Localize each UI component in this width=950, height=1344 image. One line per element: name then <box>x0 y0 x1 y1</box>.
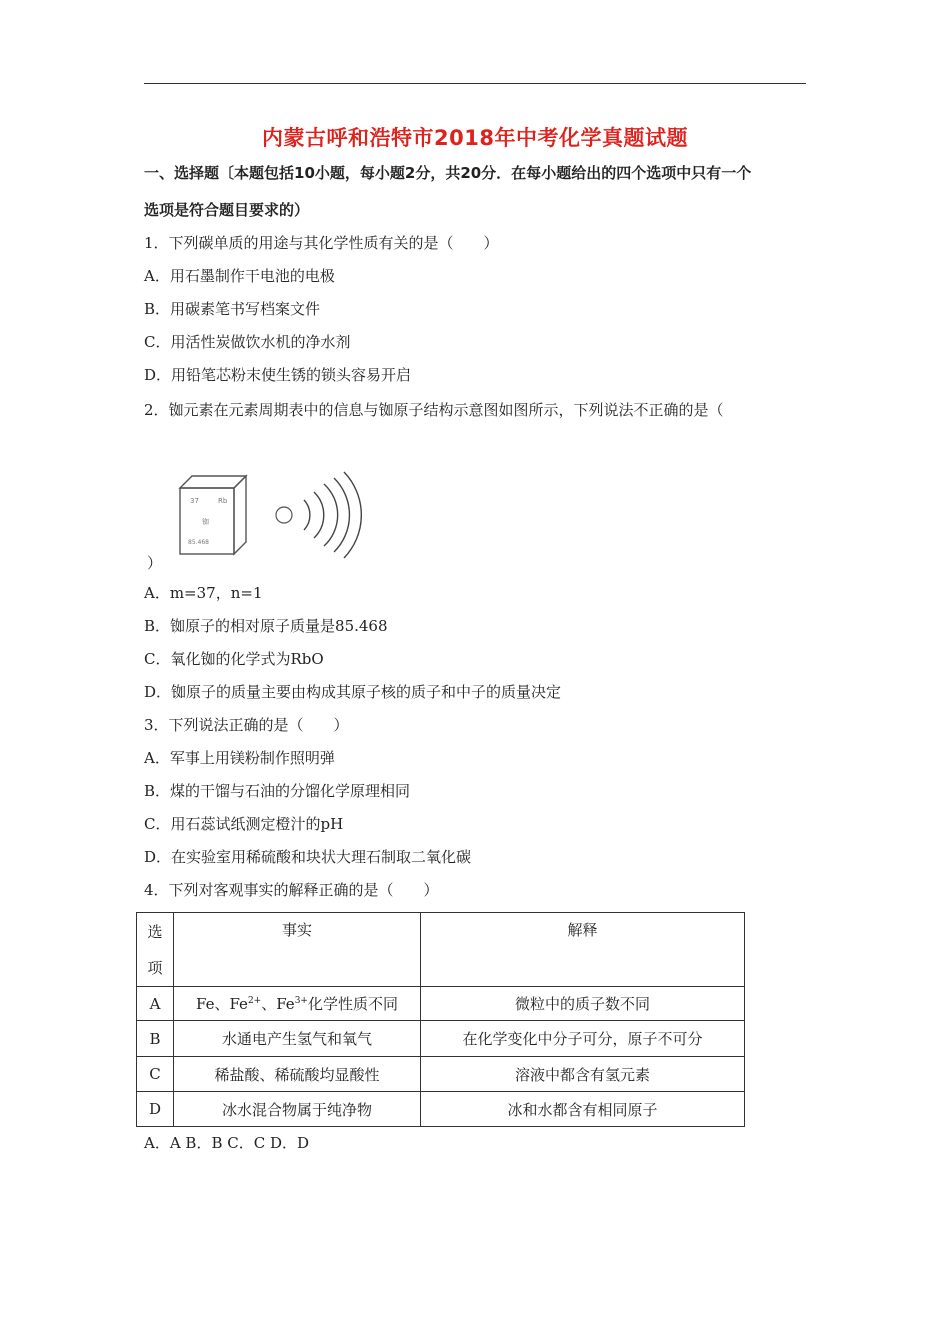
q3-option-d: D．在实验室用稀硫酸和块状大理石制取二氧化碳 <box>144 848 472 866</box>
row-d-explain: 冰和水都含有相同原子 <box>421 1092 745 1127</box>
q1-option-d: D．用铅笔芯粉末使生锈的锁头容易开启 <box>144 366 412 384</box>
cell-symbol: Rb <box>218 497 228 505</box>
q1-option-a: A．用石墨制作干电池的电极 <box>144 267 335 285</box>
row-c-explain: 溶液中都含有氢元素 <box>421 1057 745 1092</box>
header-fact: 事实 <box>174 913 421 987</box>
electron-shell-4 <box>334 478 349 552</box>
row-d-fact: 冰水混合物属于纯净物 <box>174 1092 421 1127</box>
top-rule <box>144 83 806 84</box>
rubidium-figure <box>172 470 362 560</box>
row-a-sup1: 2+ <box>247 996 262 1006</box>
row-a-fact-pre: Fe、Fe <box>196 995 248 1013</box>
row-c-option: C <box>137 1057 174 1092</box>
atom-structure-diagram <box>276 472 361 558</box>
row-a-fact-post: 化学性质不同 <box>307 995 398 1013</box>
section-heading-line2: 选项是符合题目要求的） <box>144 201 310 219</box>
section-heading-line1: 一、选择题〔本题包括10小题，每小题2分，共20分．在每小题给出的四个选项中只有一个 <box>144 164 752 182</box>
header-option-char1: 选 <box>147 922 163 941</box>
row-a-explain: 微粒中的质子数不同 <box>421 987 745 1021</box>
q1-option-b: B．用碳素笔书写档案文件 <box>144 300 321 318</box>
row-a-fact <box>174 987 421 1021</box>
electron-shell-3 <box>324 484 338 546</box>
q4-table <box>136 912 745 1127</box>
cell-element-name: 铷 <box>202 518 209 526</box>
electron-shell-5 <box>344 472 361 558</box>
header-option-char2: 项 <box>147 958 163 977</box>
q3-stem: 3．下列说法正确的是（ ） <box>144 716 349 734</box>
row-b-fact: 水通电产生氢气和氧气 <box>174 1021 421 1057</box>
q4-stem: 4．下列对客观事实的解释正确的是（ ） <box>144 881 439 899</box>
table-row <box>137 987 745 1021</box>
q2-option-b: B．铷原子的相对原子质量是85.468 <box>144 617 388 635</box>
table-header-row <box>137 913 745 987</box>
row-c-fact: 稀盐酸、稀硫酸均显酸性 <box>174 1057 421 1092</box>
row-a-option: A <box>137 987 174 1021</box>
q4-table-wrap <box>136 912 745 1127</box>
header-option-cell <box>137 913 174 987</box>
q4-answer-choices: A．A B．B C．C D．D <box>144 1134 310 1152</box>
cell-atomic-mass: 85.468 <box>188 539 209 546</box>
q3-option-c: C．用石蕊试纸测定橙汁的pH <box>144 815 344 833</box>
electron-shell-1 <box>304 500 310 530</box>
periodic-cell <box>180 476 246 554</box>
q3-option-b: B．煤的干馏与石油的分馏化学原理相同 <box>144 782 411 800</box>
table-row <box>137 1057 745 1092</box>
q2-stem: 2．铷元素在元素周期表中的信息与铷原子结构示意图如图所示，下列说法不正确的是（ <box>144 401 724 419</box>
row-a-fact-mid: 、Fe <box>261 995 295 1013</box>
nucleus-circle <box>276 507 292 523</box>
header-explain: 解释 <box>421 913 745 987</box>
q1-option-c: C．用活性炭做饮水机的净水剂 <box>144 333 351 351</box>
q2-close-paren: ） <box>147 554 163 572</box>
q3-option-a: A．军事上用镁粉制作照明弹 <box>144 749 335 767</box>
electron-shell-2 <box>314 492 324 538</box>
cell-atomic-number: 37 <box>190 497 199 505</box>
table-row <box>137 1092 745 1127</box>
q2-option-a: A．m=37，n=1 <box>144 584 263 602</box>
row-d-option: D <box>137 1092 174 1127</box>
table-row <box>137 1021 745 1057</box>
page-title: 内蒙古呼和浩特市2018年中考化学真题试题 <box>262 126 688 150</box>
q2-option-d: D．铷原子的质量主要由构成其原子核的质子和中子的质量决定 <box>144 683 562 701</box>
rubidium-figure-svg <box>172 470 362 560</box>
q2-option-c: C．氧化铷的化学式为RbO <box>144 650 324 668</box>
row-b-option: B <box>137 1021 174 1057</box>
row-b-explain: 在化学变化中分子可分，原子不可分 <box>421 1021 745 1057</box>
q1-stem: 1．下列碳单质的用途与其化学性质有关的是（ ） <box>144 234 499 252</box>
row-a-sup2: 3+ <box>294 996 308 1006</box>
